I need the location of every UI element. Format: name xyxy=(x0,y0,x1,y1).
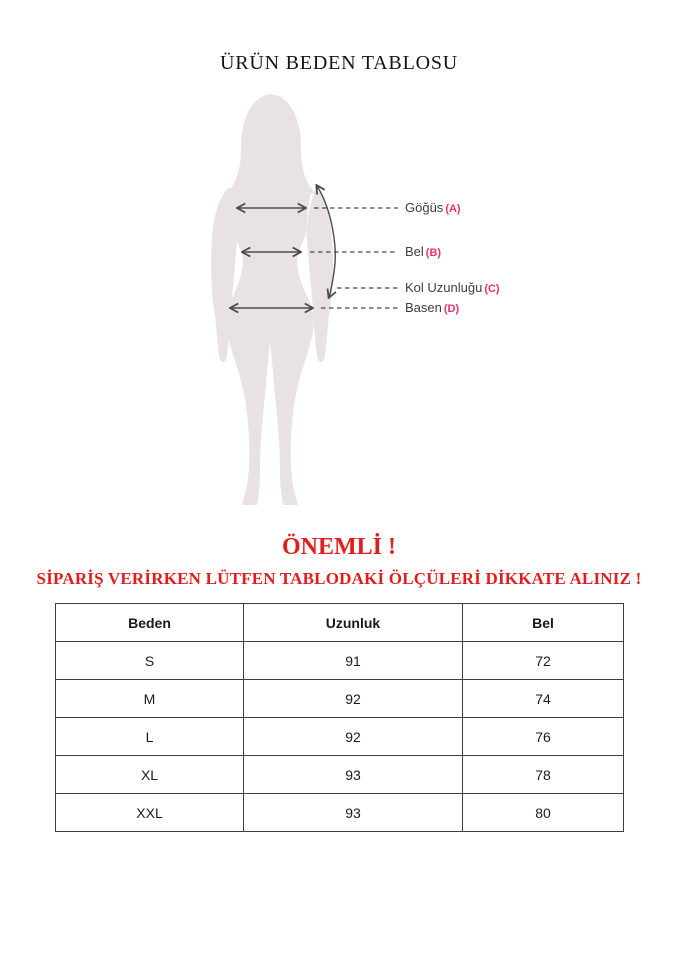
label-arm-length-text: Kol Uzunluğu xyxy=(405,280,483,295)
label-hip-letter: (D) xyxy=(443,303,460,315)
body-silhouette-diagram xyxy=(200,85,460,510)
size-cell: XL xyxy=(56,756,244,794)
silhouette-torso-legs xyxy=(226,188,314,505)
col-header-beden: Beden xyxy=(56,604,244,642)
length-cell: 93 xyxy=(244,756,463,794)
silhouette-head-hair xyxy=(227,94,315,198)
important-heading: ÖNEMLİ ! xyxy=(282,534,396,560)
waist-cell: 74 xyxy=(463,680,624,718)
size-table xyxy=(55,603,624,832)
waist-cell: 76 xyxy=(463,718,624,756)
waist-cell: 78 xyxy=(463,756,624,794)
length-cell: 92 xyxy=(244,680,463,718)
col-header-bel: Bel xyxy=(463,604,624,642)
table-row xyxy=(56,718,624,756)
length-cell: 92 xyxy=(244,718,463,756)
size-table-header-row xyxy=(56,604,624,642)
size-cell: L xyxy=(56,718,244,756)
label-arm-length xyxy=(405,280,500,296)
waist-cell: 72 xyxy=(463,642,624,680)
label-waist-text: Bel xyxy=(405,244,424,259)
table-row xyxy=(56,756,624,794)
label-waist-letter: (B) xyxy=(425,247,442,259)
measurement-figure xyxy=(0,85,678,515)
label-hip xyxy=(405,300,459,316)
label-chest xyxy=(405,200,461,216)
col-header-uzunluk: Uzunluk xyxy=(244,604,463,642)
table-row xyxy=(56,642,624,680)
size-cell: M xyxy=(56,680,244,718)
length-cell: 93 xyxy=(244,794,463,832)
label-arm-length-letter: (C) xyxy=(484,283,500,295)
size-cell: S xyxy=(56,642,244,680)
important-message: SİPARİŞ VERİRKEN LÜTFEN TABLODAKİ ÖLÇÜLERİ DİKKATE ALINIZ ! xyxy=(36,569,642,588)
page-title: ÜRÜN BEDEN TABLOSU xyxy=(220,52,458,74)
label-waist xyxy=(405,244,441,260)
table-row xyxy=(56,680,624,718)
label-chest-letter: (A) xyxy=(445,203,461,215)
label-chest-text: Göğüs xyxy=(405,200,444,215)
table-row xyxy=(56,794,624,832)
size-cell: XXL xyxy=(56,794,244,832)
length-cell: 91 xyxy=(244,642,463,680)
label-hip-text: Basen xyxy=(405,300,442,315)
waist-cell: 80 xyxy=(463,794,624,832)
